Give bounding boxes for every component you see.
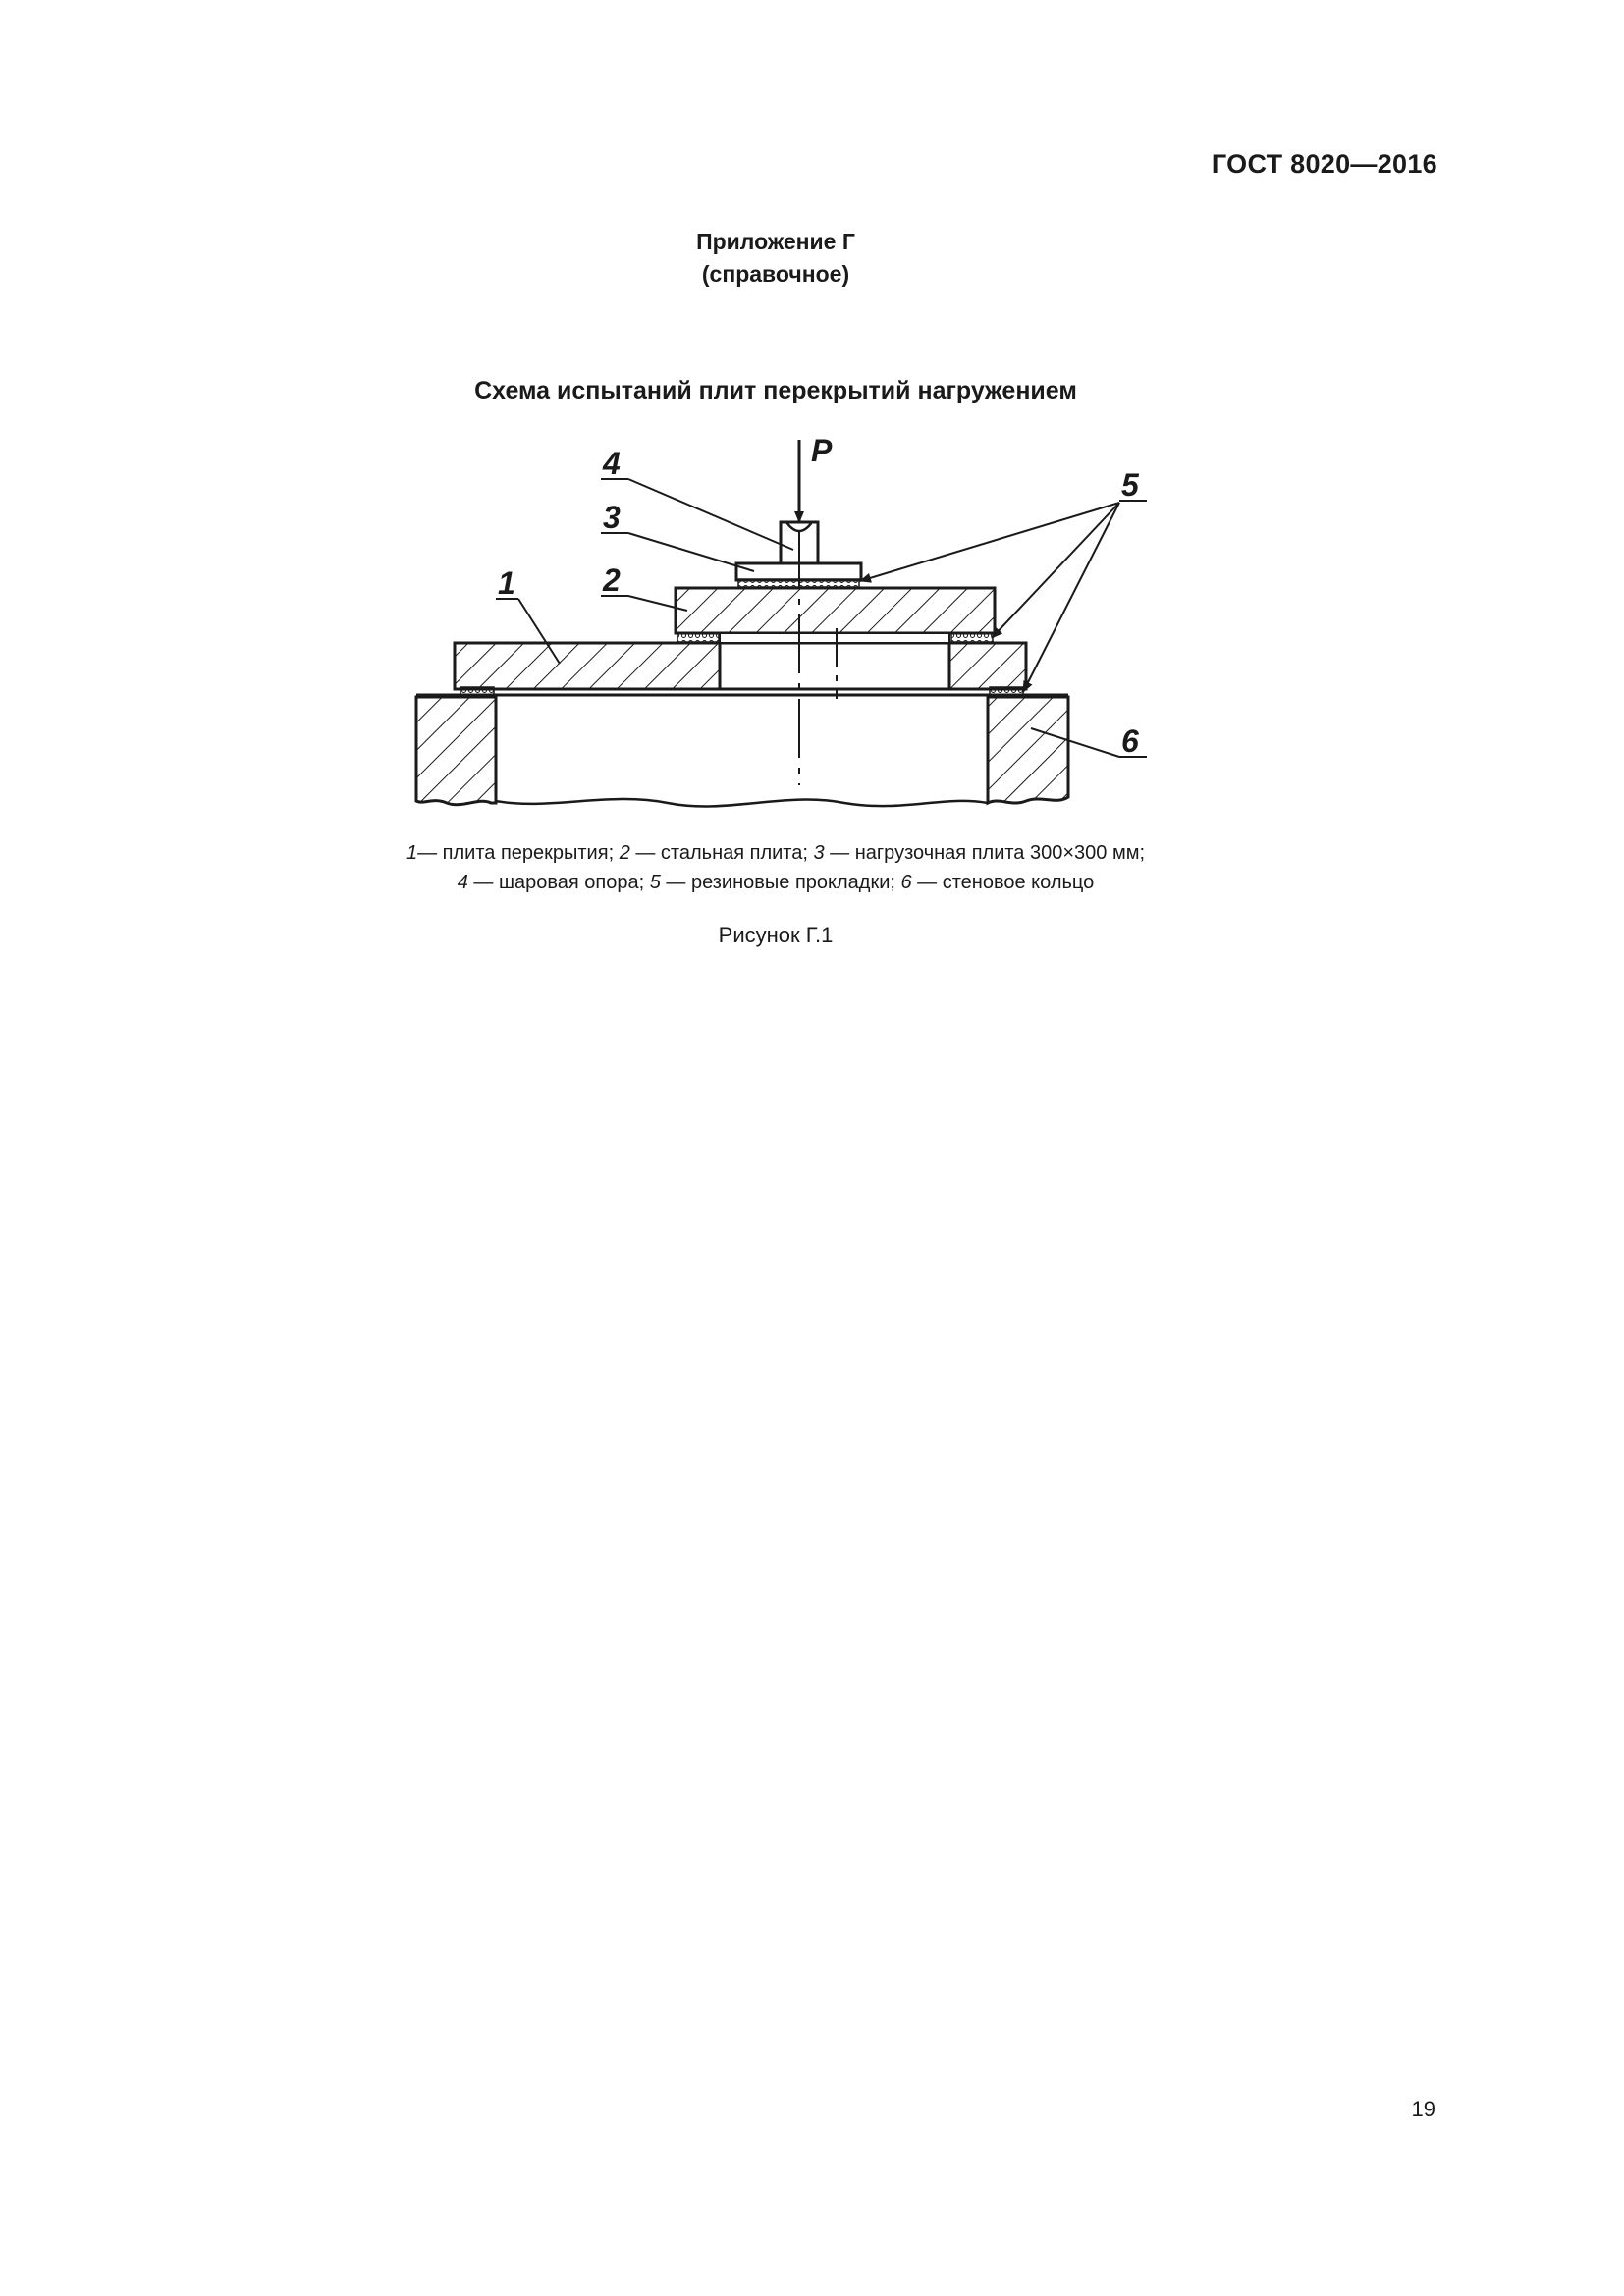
legend-line-1 — [0, 838, 1551, 868]
legend-num-1: 1 — [406, 842, 418, 864]
callout-label-5: 5 — [1121, 467, 1139, 503]
legend-num-5: 5 — [649, 872, 661, 893]
figure-caption: Рисунок Г.1 — [718, 923, 834, 947]
legend-text-4: — шаровая опора; — [467, 872, 650, 893]
callout-3 — [601, 500, 754, 571]
wall-ring-left — [416, 697, 496, 805]
annex-status: (справочное) — [701, 261, 850, 287]
floor-slab — [455, 643, 1026, 689]
loading-test-diagram — [0, 0, 1624, 903]
rubber-pad-plate-left — [677, 633, 719, 642]
callout-label-4: 4 — [603, 446, 621, 481]
page-number: 19 — [1411, 2097, 1435, 2121]
callout-label-6: 6 — [1121, 723, 1139, 759]
legend-text-2: — стальная плита; — [629, 842, 814, 864]
callout-label-2: 2 — [603, 562, 621, 598]
rubber-pad-slab-left — [460, 687, 494, 696]
legend-text-5: — резиновые прокладки; — [660, 872, 901, 893]
standard-code: ГОСТ 8020—2016 — [1211, 149, 1437, 179]
rubber-pad-slab-right — [990, 687, 1023, 696]
legend-line-2 — [0, 868, 1551, 897]
legend-text-1: — плита перекрытия; — [417, 842, 620, 864]
wall-ring — [416, 695, 1068, 806]
figure-legend — [0, 838, 1551, 897]
legend-num-4: 4 — [457, 872, 468, 893]
callout-label-3: 3 — [603, 500, 621, 535]
force-label: P — [811, 433, 833, 468]
callout-label-1: 1 — [498, 565, 515, 601]
floor-slab-left — [455, 643, 720, 689]
steel-plate-lower — [720, 633, 949, 643]
wall-ring-right — [988, 697, 1068, 803]
floor-slab-opening — [720, 643, 949, 689]
wall-bottom-break — [496, 799, 988, 806]
annex-title: Приложение Г — [696, 229, 855, 254]
floor-slab-right — [949, 643, 1026, 689]
rubber-pad-plate-right — [951, 633, 993, 642]
legend-num-6: 6 — [900, 872, 912, 893]
figure-title: Схема испытаний плит перекрытий нагружением — [474, 377, 1077, 404]
legend-text-3: — нагрузочная плита 300×300 мм; — [824, 842, 1146, 864]
legend-num-2: 2 — [619, 842, 630, 864]
legend-num-3: 3 — [813, 842, 825, 864]
legend-text-6: — стеновое кольцо — [911, 872, 1095, 893]
steel-plate — [676, 588, 995, 633]
